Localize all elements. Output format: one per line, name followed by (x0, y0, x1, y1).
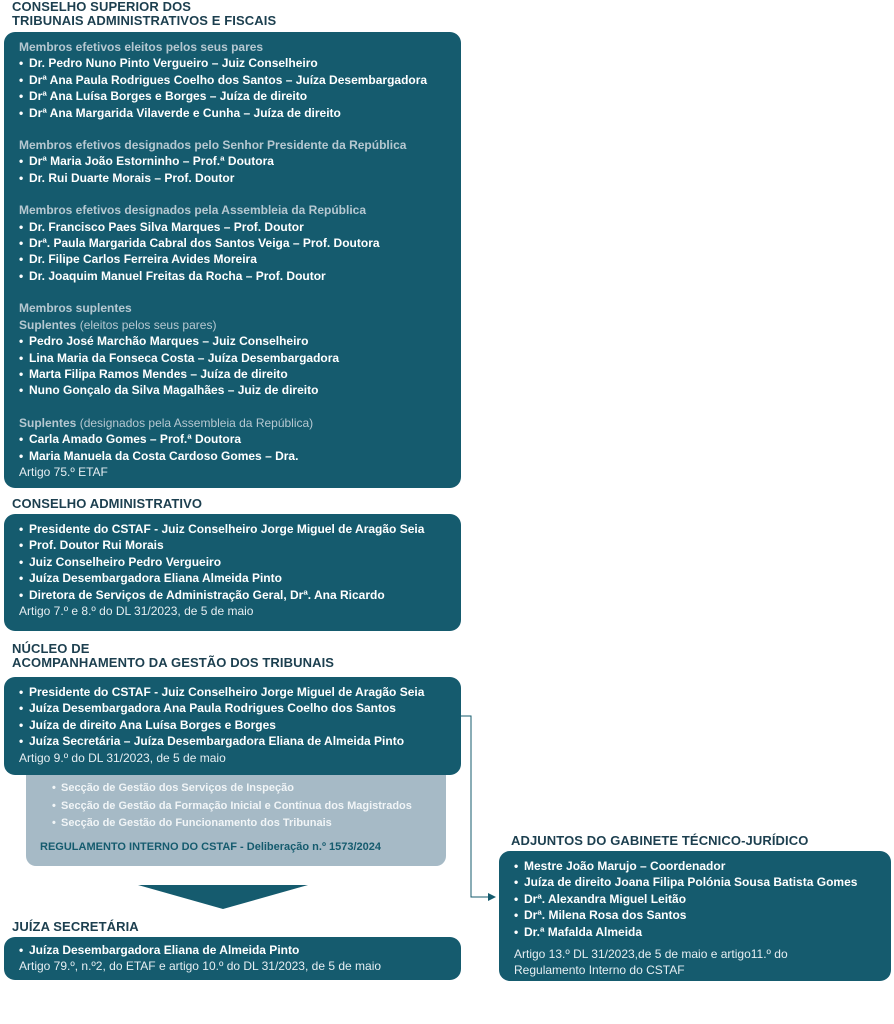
member-item: • Dr.ª Mafalda Almeida (514, 924, 881, 940)
member-list (514, 858, 881, 940)
secretaria-box (4, 937, 461, 980)
member-item: • Drª. Paula Margarida Cabral dos Santos Veiga – Prof. Doutora (19, 235, 451, 251)
member-item: • Prof. Doutor Rui Morais (19, 537, 451, 553)
section-item: • Secção de Gestão dos Serviços de Inspeção (52, 780, 438, 798)
legal-reference: Artigo 79.º, n.º2, do ETAF e artigo 10.º do DL 31/2023, de 5 de maio (19, 959, 382, 974)
legal-reference: Artigo 9.º do DL 31/2023, de 5 de maio (19, 750, 226, 765)
member-item: • Drª Ana Luísa Borges e Borges – Juíza de direito (19, 88, 451, 104)
substitutes-designated-label: Suplentes (19, 415, 77, 430)
member-item: • Juíza Secretária – Juíza Desembargadora Eliana de Almeida Pinto (19, 733, 451, 749)
section-item: • Secção de Gestão da Formação Inicial e Contínua dos Magistrados (52, 798, 438, 816)
legal-reference: Artigo 75.º ETAF (19, 464, 108, 479)
member-item: • Dr. Rui Duarte Morais – Prof. Doutor (19, 170, 451, 186)
member-item: • Juíza Desembargadora Eliana de Almeida Pinto (19, 942, 451, 958)
admin-heading: CONSELHO ADMINISTRATIVO (12, 496, 203, 511)
adjuntos-box (499, 851, 891, 981)
nucleo-heading-line-2: ACOMPANHAMENTO DA GESTÃO DOS TRIBUNAIS (12, 655, 335, 670)
substitutes-designated-note: (designados pela Assembleia da República) (79, 415, 314, 430)
member-item: • Carla Amado Gomes – Prof.ª Doutora (19, 431, 451, 447)
csaf-heading-line-2: TRIBUNAIS ADMINISTRATIVOS E FISCAIS (12, 13, 277, 28)
legal-reference-line-1: Artigo 13.º DL 31/2023,de 5 de maio e artigo11.º do (514, 947, 788, 962)
member-item: • Lina Maria da Fonseca Costa – Juíza Desembargadora (19, 350, 451, 366)
member-item: • Maria Manuela da Costa Cardoso Gomes – Dra. (19, 448, 451, 464)
member-item: • Drª. Milena Rosa dos Santos (514, 907, 881, 923)
group-title: Membros efetivos designados pela Assembleia da República (19, 203, 366, 218)
member-item: • Pedro José Marchão Marques – Juiz Conselheiro (19, 333, 451, 349)
member-item: • Dr. Pedro Nuno Pinto Vergueiro – Juiz Conselheiro (19, 55, 451, 71)
legal-reference: Artigo 7.º e 8.º do DL 31/2023, de 5 de maio (19, 604, 254, 619)
member-item: • Juíza Desembargadora Eliana Almeida Pinto (19, 570, 451, 586)
member-item: • Juíza Desembargadora Ana Paula Rodrigues Coelho dos Santos (19, 700, 451, 716)
member-item: • Diretora de Serviços de Administração Geral, Drª. Ana Ricardo (19, 587, 451, 603)
member-item: • Dr. Filipe Carlos Ferreira Avides Moreira (19, 251, 451, 267)
member-item: • Dr. Joaquim Manuel Freitas da Rocha – Prof. Doutor (19, 268, 451, 284)
member-item: • Juíza de direito Joana Filipa Polónia Sousa Batista Gomes (514, 874, 881, 890)
substitutes-elected-note: (eleitos pelos seus pares) (79, 317, 217, 332)
substitutes-title: Membros suplentes (19, 301, 132, 316)
group-title: Membros efetivos eleitos pelos seus pares (19, 40, 264, 54)
secretaria-heading: JUÍZA SECRETÁRIA (12, 919, 139, 934)
member-item: • Drª Ana Paula Rodrigues Coelho dos Santos – Juíza Desembargadora (19, 72, 451, 88)
substitutes-elected-label: Suplentes (19, 317, 77, 332)
member-item: • Nuno Gonçalo da Silva Magalhães – Juiz de direito (19, 382, 451, 398)
member-list (19, 942, 451, 958)
member-item: • Dr. Francisco Paes Silva Marques – Prof. Doutor (19, 219, 451, 235)
member-item: • Presidente do CSTAF - Juiz Conselheiro Jorge Miguel de Aragão Seia (19, 684, 451, 700)
legal-reference-line-2: Regulamento Interno do CSTAF (514, 963, 685, 978)
member-item: • Marta Filipa Ramos Mendes – Juíza de direito (19, 366, 451, 382)
member-item: • Juíza de direito Ana Luísa Borges e Borges (19, 717, 451, 733)
group-title: Membros efetivos designados pelo Senhor Presidente da República (19, 138, 407, 153)
down-arrow-icon (138, 885, 308, 909)
adjuntos-heading: ADJUNTOS DO GABINETE TÉCNICO-JURÍDICO (511, 833, 809, 848)
member-item: • Presidente do CSTAF - Juiz Conselheiro Jorge Miguel de Aragão Seia (19, 521, 451, 537)
member-item: • Drª Maria João Estorninho – Prof.ª Doutora (19, 153, 451, 169)
member-item: • Mestre João Marujo – Coordenador (514, 858, 881, 874)
member-item: • Juiz Conselheiro Pedro Vergueiro (19, 554, 451, 570)
member-item: • Drª Ana Margarida Vilaverde e Cunha – Juíza de direito (19, 105, 451, 121)
section-item: • Secção de Gestão do Funcionamento dos Tribunais (52, 815, 438, 833)
member-item: • Drª. Alexandra Miguel Leitão (514, 891, 881, 907)
nucleo-heading-line-1: NÚCLEO DE (12, 641, 90, 656)
regulation-reference: REGULAMENTO INTERNO DO CSTAF - Deliberação n.º 1573/2024 (40, 840, 382, 853)
csaf-heading-line-1: CONSELHO SUPERIOR DOS (12, 0, 192, 14)
